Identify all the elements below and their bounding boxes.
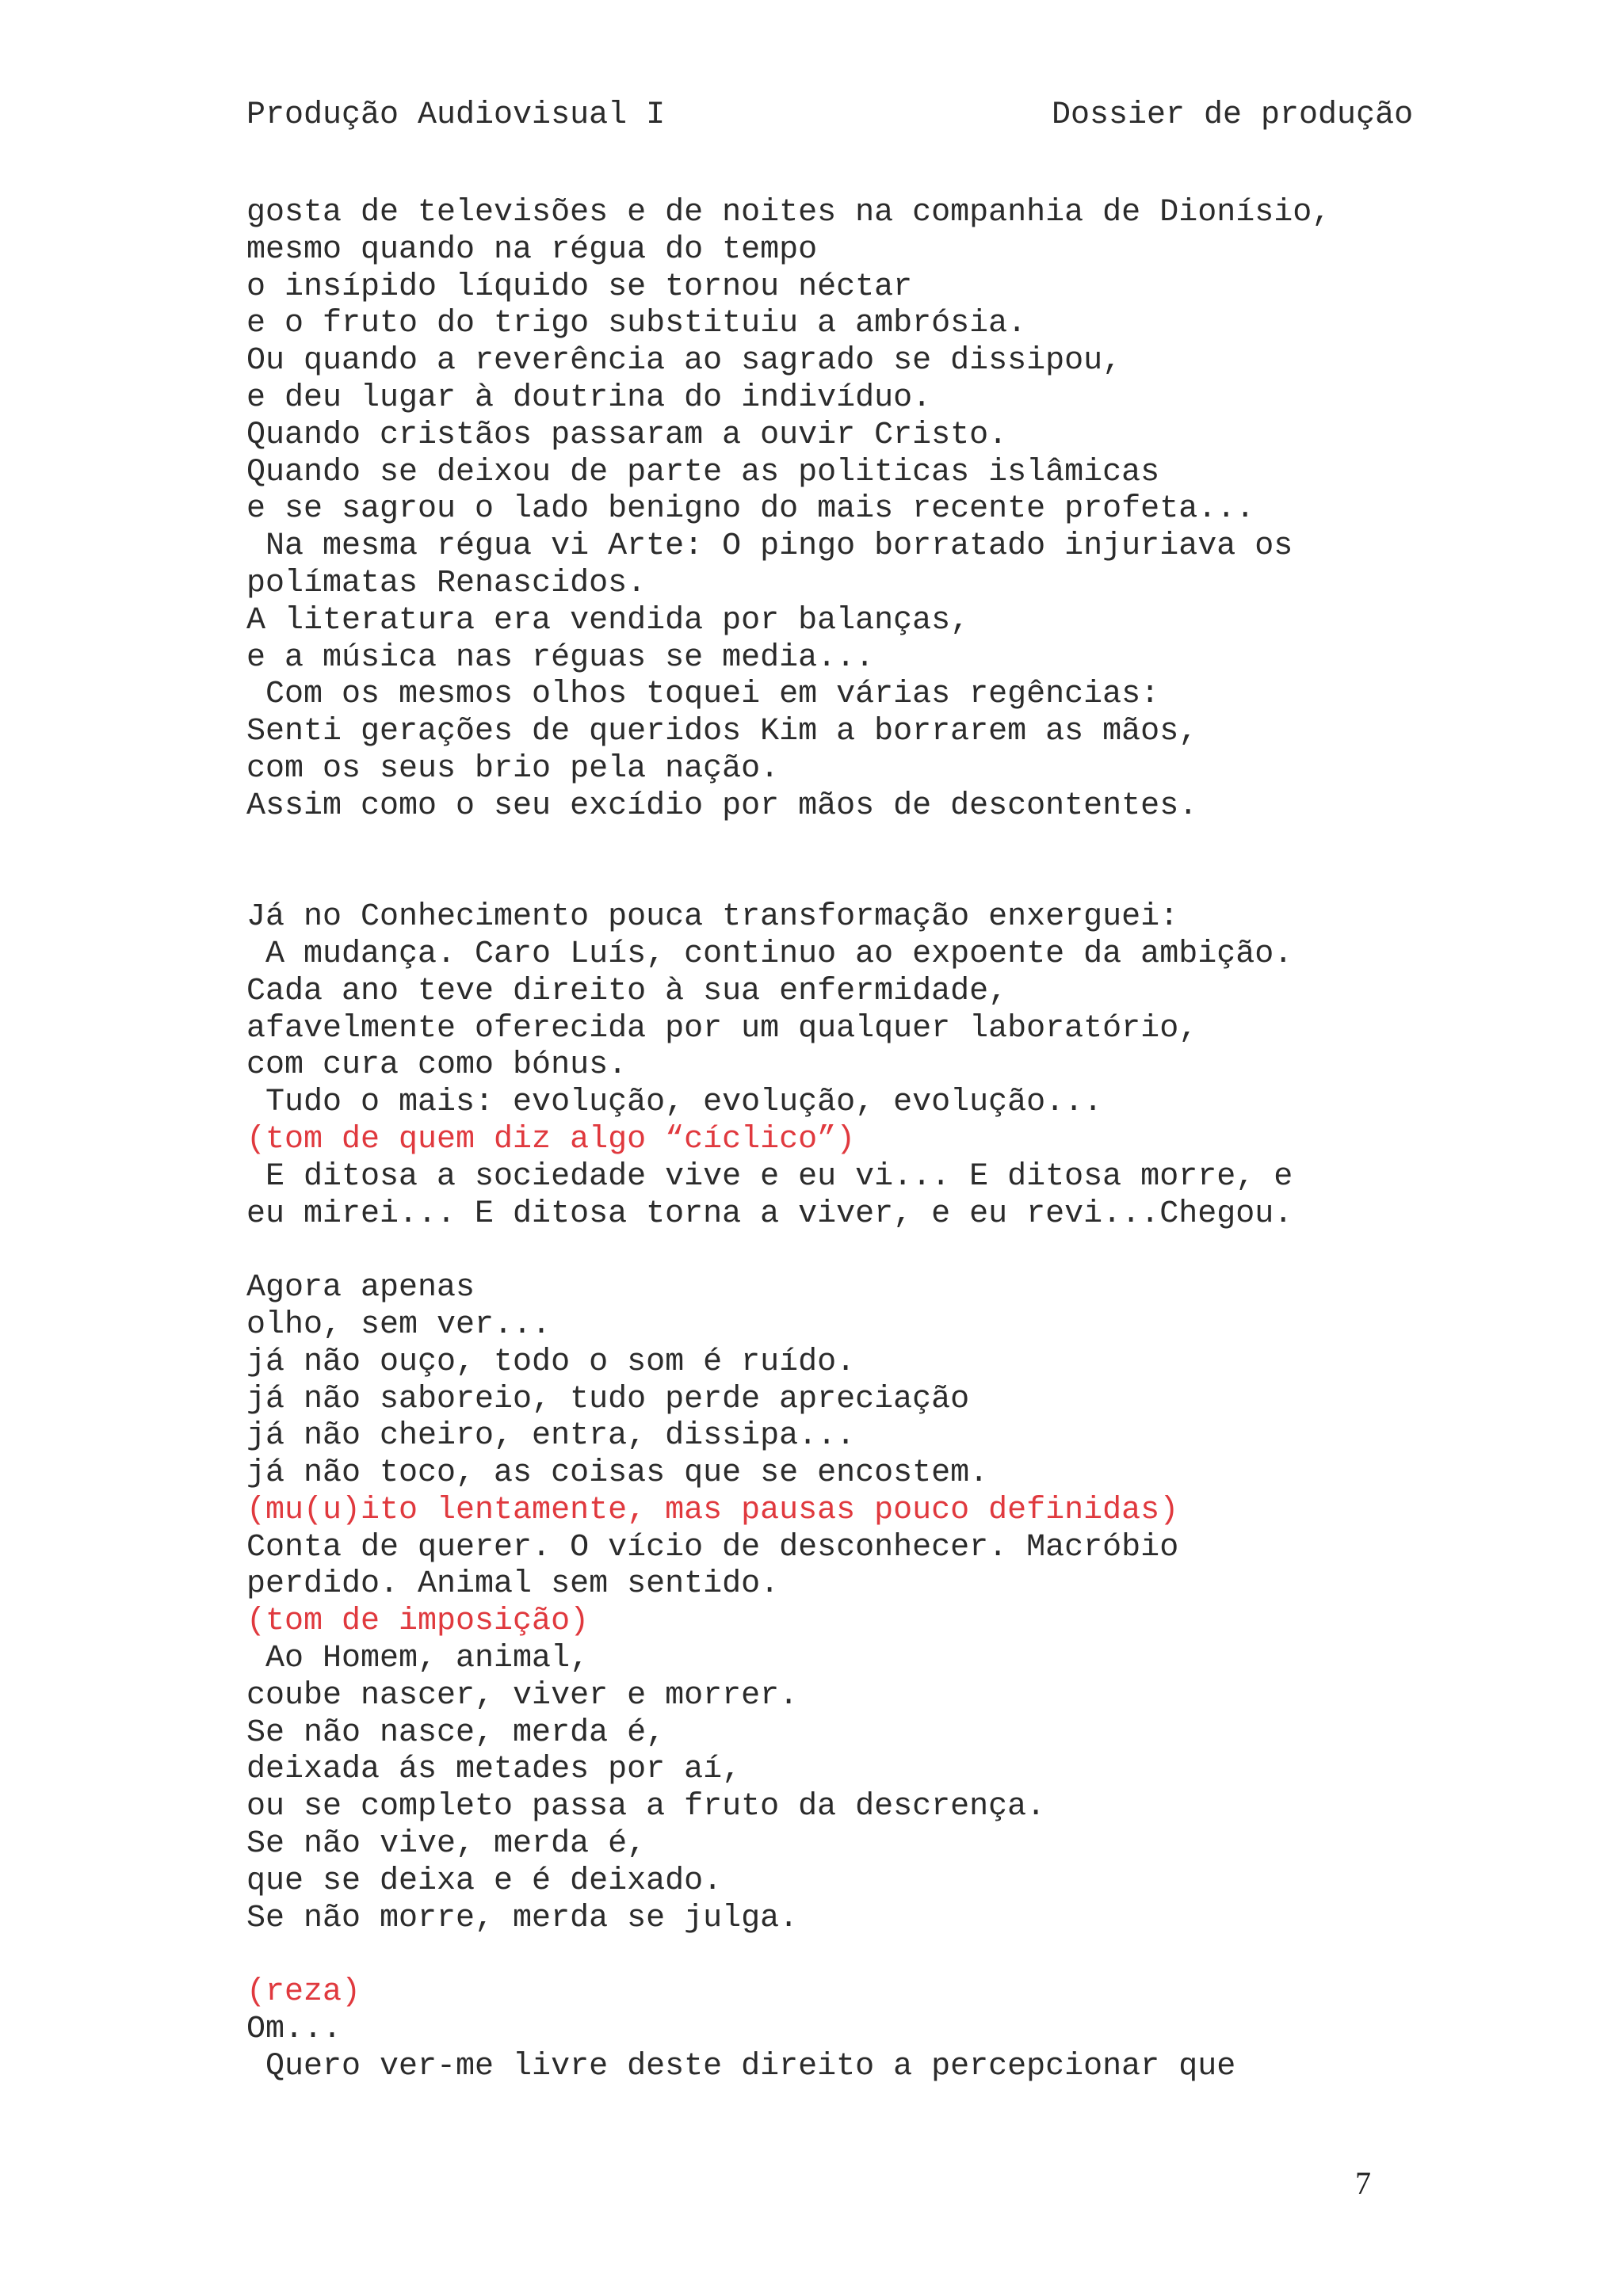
script-line: com os seus brio pela nação. xyxy=(246,750,780,787)
script-line: deixada ás metades por aí, xyxy=(246,1752,742,1788)
script-body xyxy=(246,195,1514,2086)
script-line: gosta de televisões e de noites na companhia de Dionísio, xyxy=(246,195,1331,231)
script-line: Já no Conhecimento pouca transformação enxerguei: xyxy=(246,899,1179,936)
script-line: Assim como o seu excídio por mãos de descontentes. xyxy=(246,788,1198,824)
script-line: com cura como bónus. xyxy=(246,1047,628,1084)
script-line: e a música nas réguas se media... xyxy=(246,639,875,676)
script-line: afavelmente oferecida por um qualquer laboratório, xyxy=(246,1010,1198,1047)
script-line: Se não morre, merda se julga. xyxy=(246,1900,799,1936)
blank-line xyxy=(246,1233,1514,1270)
script-line: Quando se deixou de parte as politicas islâmicas xyxy=(246,454,1160,490)
script-line: mesmo quando na régua do tempo xyxy=(246,231,818,268)
script-line: perdido. Animal sem sentido. xyxy=(246,1566,780,1603)
script-line: Ou quando a reverência ao sagrado se dissipou, xyxy=(246,343,1122,379)
script-line: Tudo o mais: evolução, evolução, evolução... xyxy=(246,1085,1103,1121)
script-line: Senti gerações de queridos Kim a borrarem as mãos, xyxy=(246,714,1198,750)
script-line: Ao Homem, animal, xyxy=(246,1641,590,1677)
script-line: olho, sem ver... xyxy=(246,1306,552,1343)
stage-direction: (tom de imposição) xyxy=(246,1604,590,1640)
script-line: ou se completo passa a fruto da descrença. xyxy=(246,1789,1046,1825)
script-line: Conta de querer. O vício de desconhecer. Macróbio xyxy=(246,1529,1179,1566)
script-line: já não ouço, todo o som é ruído. xyxy=(246,1344,856,1380)
script-line: eu mirei... E ditosa torna a viver, e eu revi...Chegou. xyxy=(246,1196,1293,1232)
page-number: 7 xyxy=(1355,2165,1371,2201)
script-line: Quero ver-me livre deste direito a percepcionar que xyxy=(246,2048,1236,2084)
header-course-title: Produção Audiovisual I xyxy=(246,97,666,133)
script-line: polímatas Renascidos. xyxy=(246,565,647,601)
script-line: Cada ano teve direito à sua enfermidade, xyxy=(246,973,1008,1009)
script-line: A mudança. Caro Luís, continuo ao expoente da ambição. xyxy=(246,936,1293,972)
blank-line xyxy=(246,862,1514,899)
script-line: coube nascer, viver e morrer. xyxy=(246,1677,799,1714)
script-line: já não cheiro, entra, dissipa... xyxy=(246,1418,856,1455)
blank-line xyxy=(246,1937,1514,1974)
stage-direction: (reza) xyxy=(246,1974,361,2011)
script-line: Om... xyxy=(246,2012,342,2048)
blank-line xyxy=(246,826,1514,863)
script-line: Na mesma régua vi Arte: O pingo borratado injuriava os xyxy=(246,528,1293,565)
script-line: Com os mesmos olhos toquei em várias regências: xyxy=(246,677,1160,713)
script-line: e se sagrou o lado benigno do mais recente profeta... xyxy=(246,491,1255,528)
stage-direction: (mu(u)ito lentamente, mas pausas pouco definidas) xyxy=(246,1492,1179,1528)
script-line: já não saboreio, tudo perde apreciação xyxy=(246,1381,970,1417)
script-line: Se não vive, merda é, xyxy=(246,1826,647,1863)
stage-direction: (tom de quem diz algo “cíclico”) xyxy=(246,1121,856,1158)
script-line: que se deixa e é deixado. xyxy=(246,1863,723,1899)
script-line: A literatura era vendida por balanças, xyxy=(246,602,970,639)
script-line: já não toco, as coisas que se encostem. xyxy=(246,1455,989,1492)
script-line: Se não nasce, merda é, xyxy=(246,1714,666,1751)
script-line: Agora apenas xyxy=(246,1270,475,1306)
script-line: o insípido líquido se tornou néctar xyxy=(246,269,913,305)
script-line: Quando cristãos passaram a ouvir Cristo. xyxy=(246,417,1008,453)
script-line: e deu lugar à doutrina do indivíduo. xyxy=(246,379,932,416)
script-line: E ditosa a sociedade vive e eu vi... E ditosa morre, e xyxy=(246,1158,1293,1195)
script-line: e o fruto do trigo substituiu a ambrósia. xyxy=(246,306,1027,342)
header-document-title: Dossier de produção xyxy=(1052,97,1414,133)
